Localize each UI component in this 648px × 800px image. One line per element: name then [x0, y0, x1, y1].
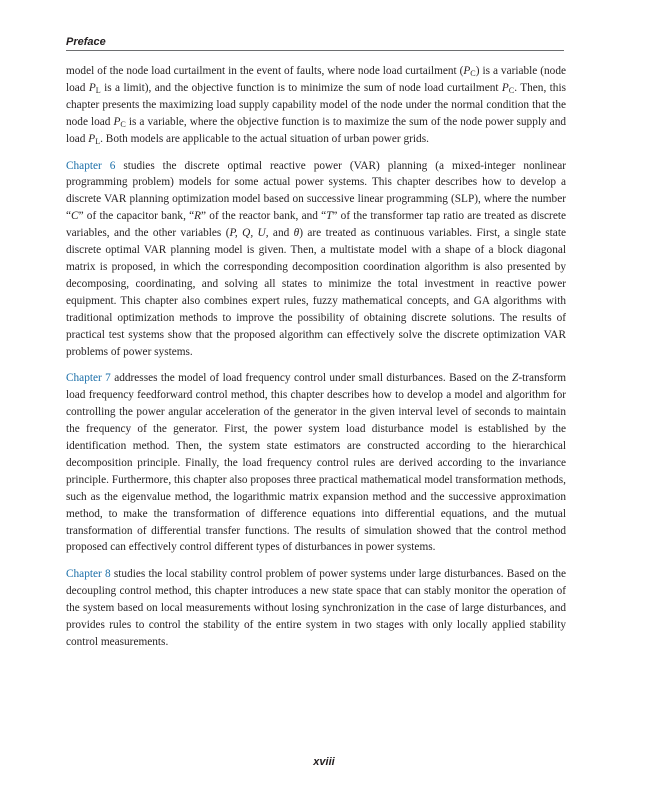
chapter-6-link[interactable]: Chapter 6 [66, 159, 116, 172]
paragraph-chapter-6: Chapter 6 studies the discrete optimal reactive power (VAR) planning (a mixed-integer nonlinear programming problem) models for some actual power systems. This chapter describes how to develop a discrete VAR planning optimization model based on successive linear programming (SLP), where the number “C” of the capacitor bank, “R” of the reactor bank, and “T” of the transformer tap ratio are treated as discrete variables, and the other variables (P, Q, U, and θ) are treated as continuous variables. First, a single state discrete optimal VAR planning model is given. Then, a multistate model with a shape of a block diagonal matrix is proposed, in which the corresponding decomposition coordination algorithm is also presented by decomposing, coordinating, and solving all states to minimize the total investment in reactive power equipment. This chapter also combines expert rules, fuzzy mathematical concepts, and GA algorithms with traditional optimization methods to improve the possibility of obtaining discrete solutions. The results of practical test systems show that the proposed algorithm can effectively solve the discrete optimization VAR problems of power systems. [66, 159, 566, 358]
chapter-8-link[interactable]: Chapter 8 [66, 568, 111, 581]
chapter-7-link[interactable]: Chapter 7 [66, 372, 111, 385]
paragraph-load-curtailment: model of the node load curtailment in the event of faults, where node load curtailment $(P_C)$ is a variable (node load $P_L$ is a limit), and the objective function is to minimize the sum of node load curtailment $P_C$. Then, this chapter presents the maximizing load supply capability model of the node under the normal condition that the node load $P_C$ is a variable, where the objective function is to maximize the sum of the node power supply and load $P_L$. Both models are applicable to the actual situation of urban power grids. [66, 65, 566, 146]
paragraph-chapter-8: Chapter 8 studies the local stability control problem of power systems under large disturbances. Based on the decoupling control method, this chapter introduces a new state space that can stably monitor the operation of the system based on local measurements without losing synchronization in the case of large disturbances, and provides rules to control the stability of the entire system in two stages with only locally applied stability control measurements. [66, 568, 566, 648]
body-text [66, 63, 566, 661]
paragraph-chapter-7: Chapter 7 addresses the model of load frequency control under small disturbances. Based on the Z-transform load frequency feedforward control method, this chapter describes how to develop a model and algorithm for controlling the power angular acceleration of the generator in the given interval level of seconds to maintain the frequency of the generator. First, the power system load disturbance model is established by the identification method. Then, the system state estimators are constructed according to the hierarchical decomposition principle. Finally, the load frequency control rules are derived according to the invariance principle. Furthermore, this chapter also proposes three practical mathematical model transformation methods, such as the eigenvalue method, the logarithmic matrix expansion method and the successive approximation method, to make the transformation of difference equations into differential equations, and the mutual transformation of differential transfer functions. The results of simulation showed that the control method proposed can effectively control different types of disturbances in power systems. [66, 372, 566, 554]
page-number: xviii [313, 756, 335, 768]
running-header [66, 32, 564, 51]
running-title: Preface [66, 36, 106, 48]
